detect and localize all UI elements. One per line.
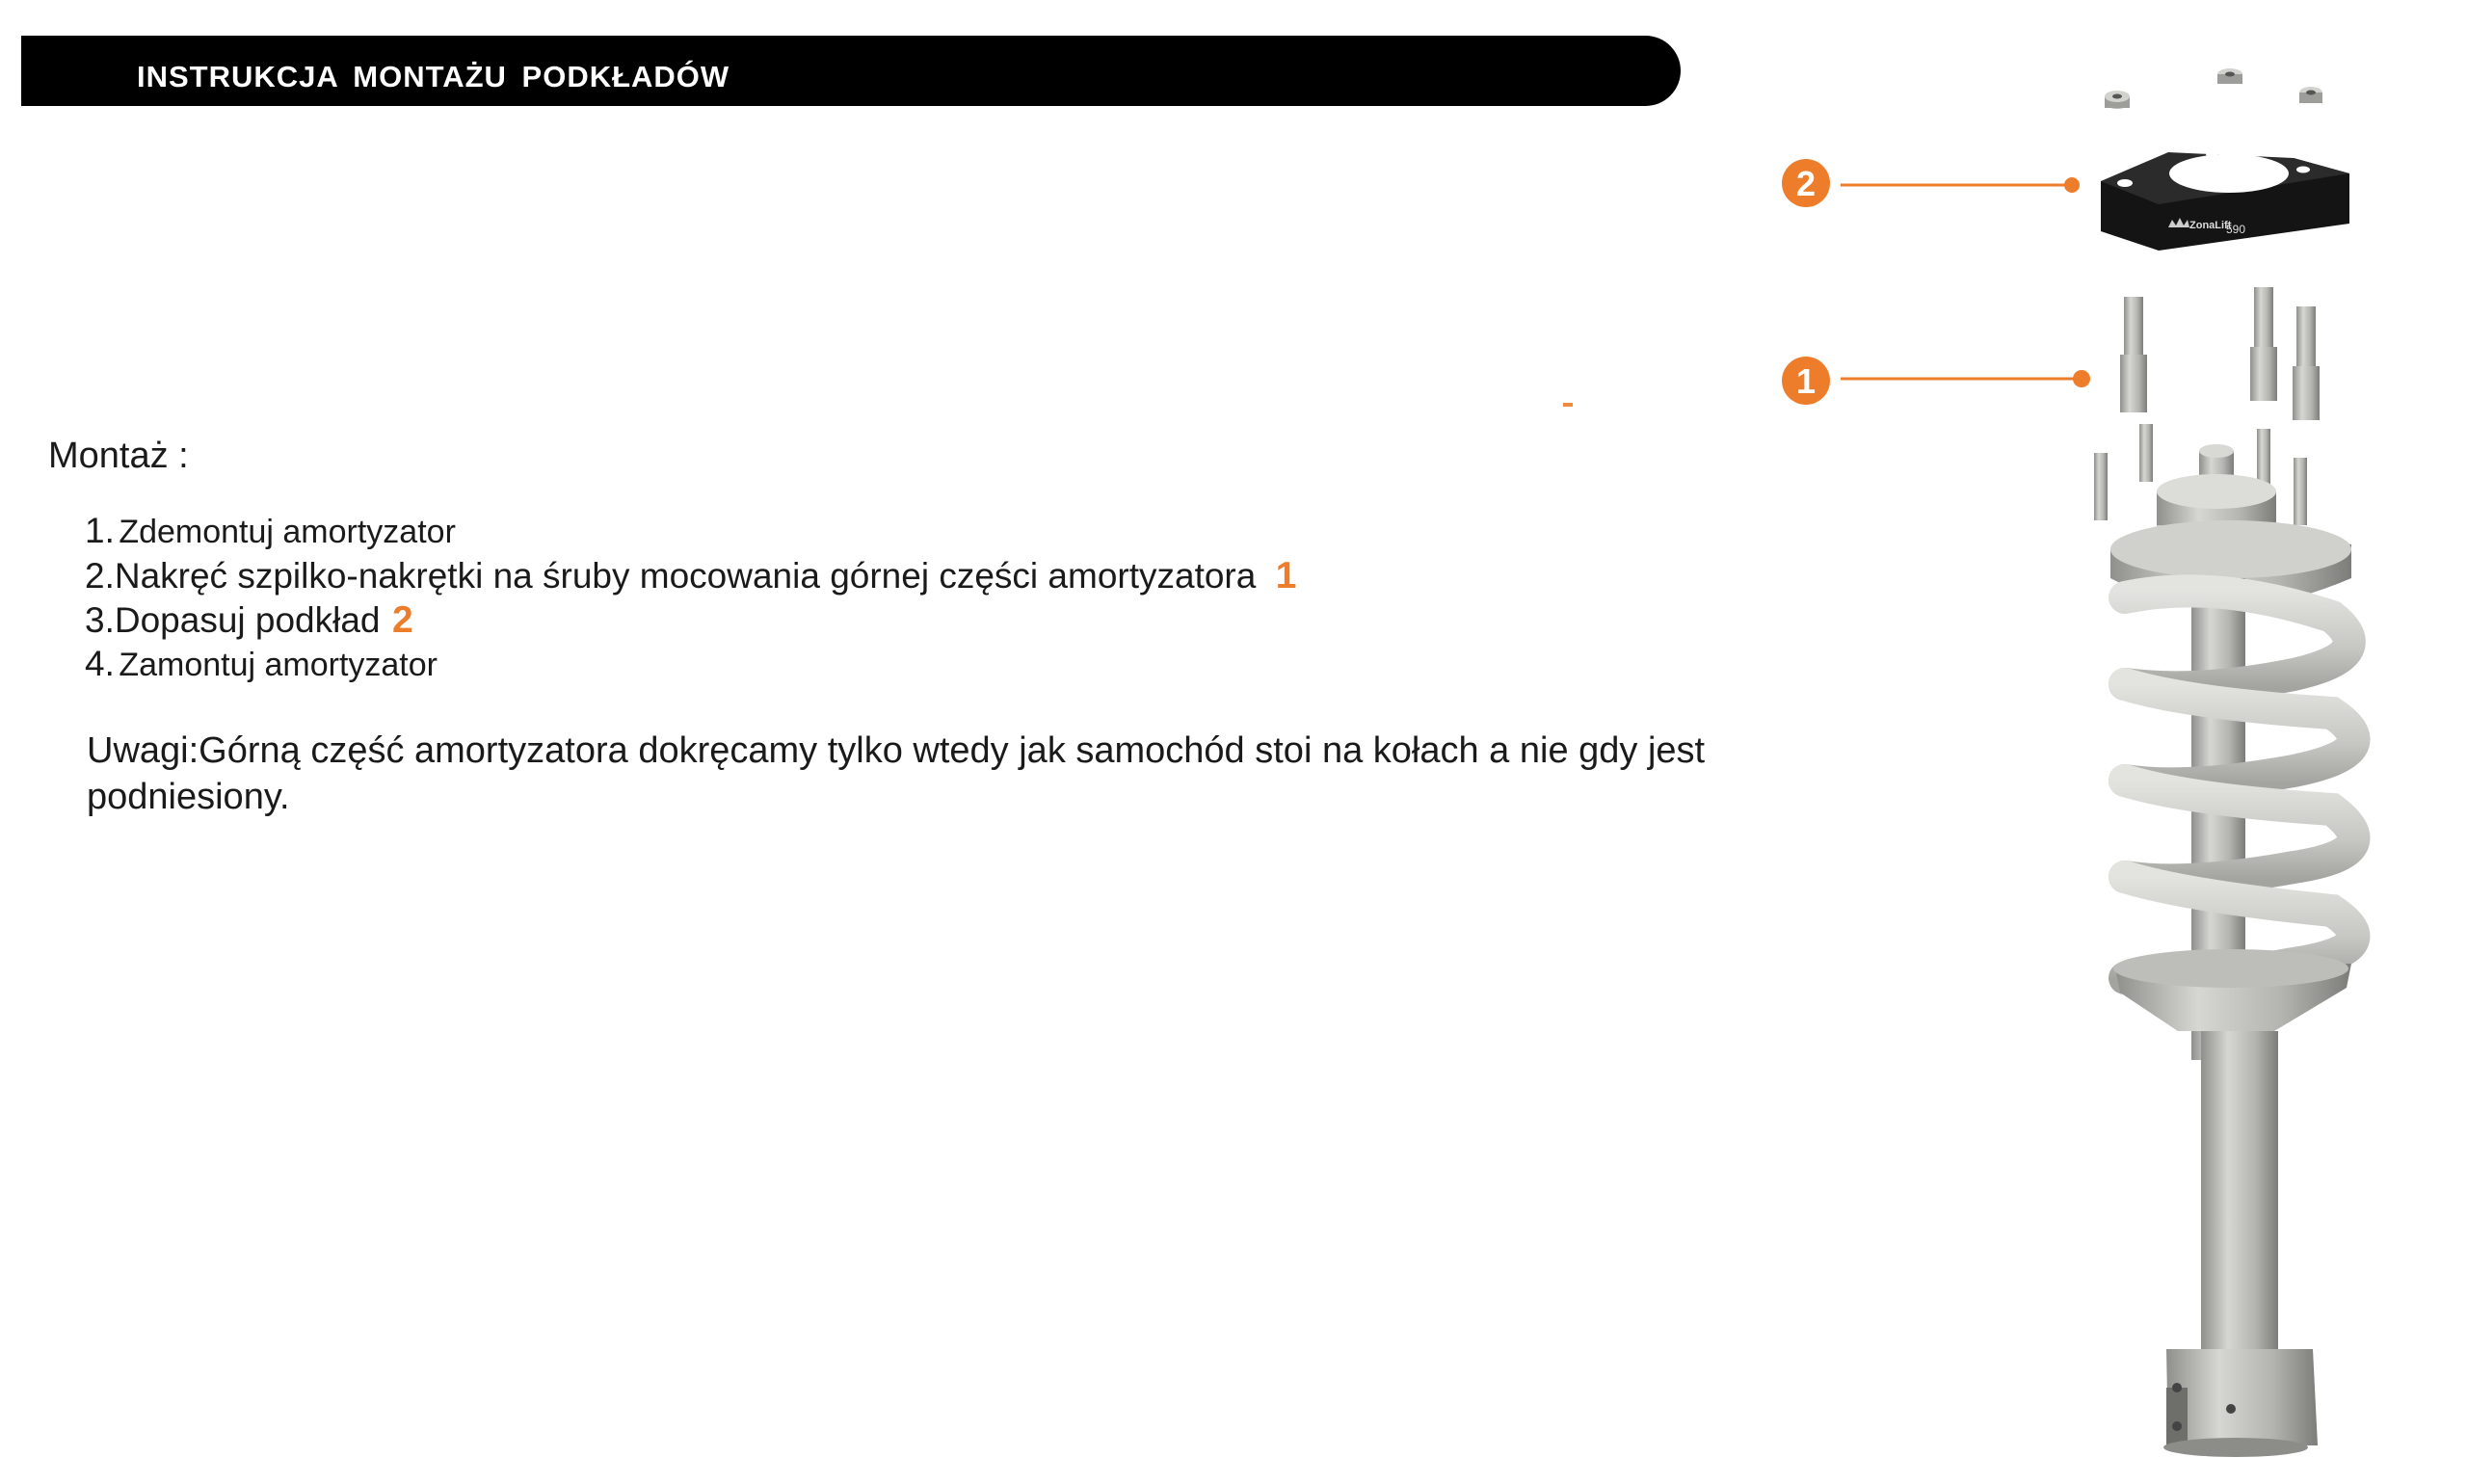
spacer-brand: ZonaLift (2189, 220, 2232, 231)
step-number: 2. (85, 556, 115, 596)
header-bar (21, 36, 1681, 106)
step-text: Nakręć szpilko-nakrętki na śruby mocowania górnej części amortyzatora (114, 556, 1257, 596)
spacer-plate (2101, 151, 2349, 251)
list-item (85, 555, 1297, 597)
part-reference: 2 (391, 599, 413, 641)
callout-1 (1782, 357, 2090, 405)
list-item (85, 511, 456, 551)
strut-assembly (2094, 424, 2354, 1457)
spacer-code: 590 (2226, 223, 2246, 236)
stud-nuts (2120, 287, 2320, 420)
part-reference: 1 (1275, 555, 1297, 596)
step-number: 4. (85, 644, 115, 683)
section-heading: Montaż : (48, 436, 189, 476)
step-text: Dopasuj podkład (114, 600, 381, 640)
callout-label: 2 (1795, 164, 1817, 203)
notes-paragraph: Uwagi:Górną część amortyzatora dokręcamy tylko wtedy jak samochód stoi na kołach a nie gdy jest podniesiony. (87, 730, 1706, 817)
strut-exploded-diagram (1754, 39, 2467, 1484)
callout-2 (1782, 159, 2080, 207)
list-item (85, 644, 438, 684)
top-nuts (2105, 68, 2322, 109)
list-item (85, 599, 413, 642)
step-number: 1. (85, 511, 115, 550)
callout-label: 1 (1795, 361, 1817, 401)
step-text: Zamontuj amortyzator (119, 647, 438, 683)
step-number: 3. (85, 600, 115, 640)
orange-dash-mark (1563, 403, 1573, 407)
header-title: INSTRUKCJA MONTAŻU PODKŁADÓW (137, 60, 730, 93)
step-text: Zdemontuj amortyzator (119, 514, 456, 550)
